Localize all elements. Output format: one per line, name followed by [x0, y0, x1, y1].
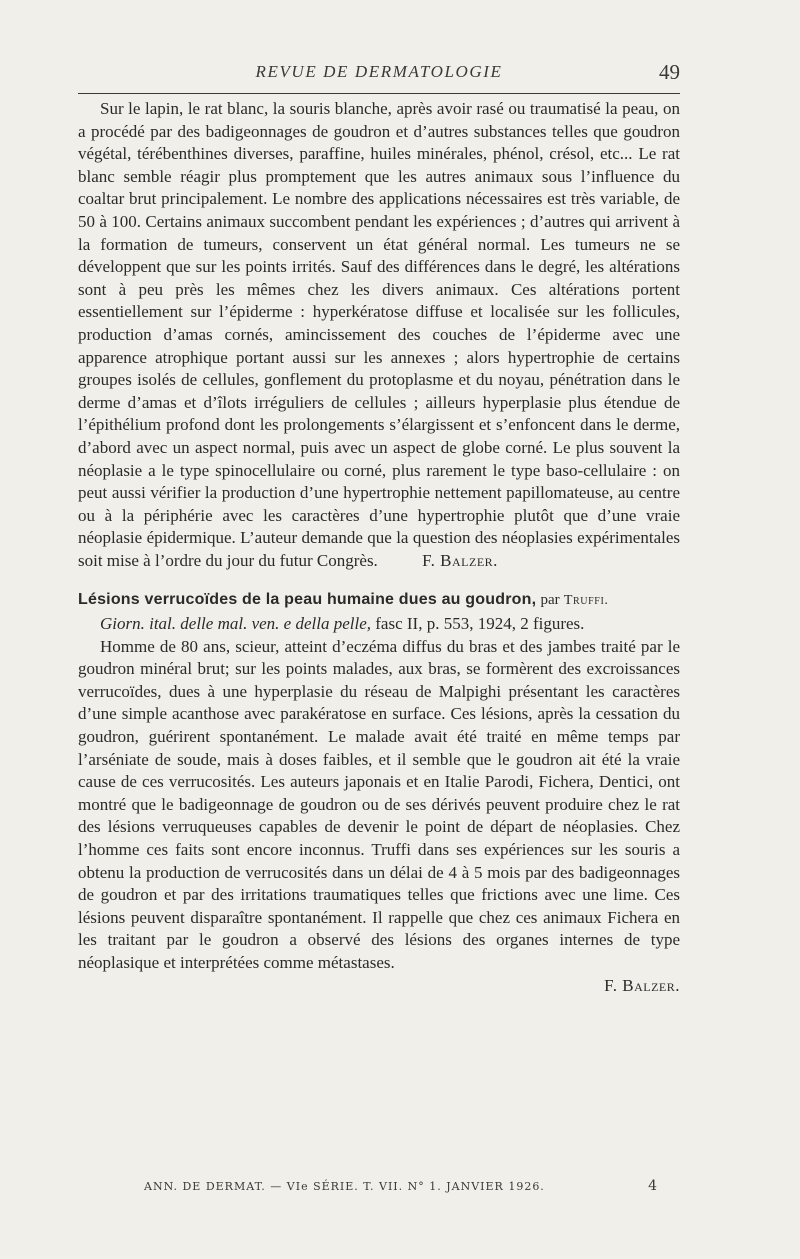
- article-2-heading: [78, 588, 680, 613]
- citation-journal: Giorn. ital. delle mal. ven. e della pelle,: [100, 614, 371, 634]
- article-2-author: Truffi.: [563, 593, 609, 609]
- page-header: [78, 62, 680, 92]
- citation-details: fasc II, p. 553, 1924, 2 figures.: [375, 614, 585, 634]
- running-title: REVUE DE DERMATOLOGIE: [255, 62, 503, 81]
- article-2-title: Lésions verrucoïdes de la peau humaine dues au goudron,: [78, 591, 537, 609]
- article-2-signature: F. Balzer.: [604, 975, 680, 995]
- page-footer: [78, 1180, 680, 1200]
- article-2-author-prefix: par: [540, 592, 560, 609]
- footer-citation: ANN. DE DERMAT. — VIe SÉRIE. T. VII. N° 1. JANVIER 1926.: [144, 1180, 545, 1193]
- header-rule: [78, 93, 680, 94]
- signature-mark: 4: [648, 1178, 658, 1194]
- page-number: 49: [659, 60, 680, 84]
- page-body: [78, 98, 680, 997]
- article-1-text: Sur le lapin, le rat blanc, la souris blanche, après avoir rasé ou traumatisé la peau, on a procédé par des badigeonnages de goudron et d’autres substances telles que goudron végétal, térébenthines diverses, paraffine, huiles minérales, phénol, crésol, etc... Le rat blanc semble réagir plus promptement que les autres animaux sous l’influence du coaltar brut principalement. Le nombre des applications nécessaires est très variable, de 50 à 100. Certains animaux succombent pendant les expériences ; d’autres qui arrivent à la formation de tumeurs, conservent un état général normal. Les tumeurs ne se développent que sur les points irrités. Sauf des différences dans le degré, les altérations sont à peu près les mêmes chez les divers animaux. Ces altérations portent essentiellement sur l’épiderme : hyperkératose diffuse et localisée sur les follicules, production d’amas cornés, amincissement des couches de l’épiderme avec une apparence atrophique portant aussi sur les annexes ; alors hypertrophie de certains groupes isolés de cellules, gonflement du protoplasme et du noyau, pénétration dans le derme d’amas et d’îlots irréguliers de cellules ; ailleurs hyperplasie plus étendue de l’épithélium profond dont les prolongements s’élargissent et s’enfoncent dans le derme, d’abord avec un aspect normal, puis avec un aspect de globe corné. Le plus souvent la néoplasie a le type spinocellulaire ou corné, plus rarement le type baso-cellulaire : on peut aussi vérifier la production d’une hypertrophie nettement papillomateuse, au centre ou à la périphérie avec les caractères d’une hypertrophie plutôt que d’une vraie néoplasie épidermique. L’auteur demande que la question des néoplasies expérimentales soit mise à l’ordre du jour du futur Congrès.: [78, 99, 680, 570]
- article-1-paragraph: [78, 98, 680, 572]
- article-2-text: Homme de 80 ans, scieur, atteint d’eczéma diffus du bras et des jambes traité par le goudron minéral brut; sur les points malades, aux bras, se formèrent des excroissances verrucoïdes, dues à une hyperplasie du réseau de Malpighi présentant les caractères d’une simple acanthose avec parakératose en surface. Ces lésions, après la cessation du goudron, guérirent spontanément. Le malade avait été traité en même temps par l’arséniate de soude, mais à doses faibles, et il semble que le goudron ait été la vraie cause de ces verrucosités. Les auteurs japonais et en Italie Parodi, Fichera, Dentici, ont montré que le badigeonnage de goudron ou de ses dérivés peuvent produire chez le rat des lésions verruqueuses capables de devenir le point de départ de néoplasies. Chez l’homme ces faits sont encore inconnus. Truffi dans ses expériences sur les souris a obtenu la production de verrucosités dans un délai de 4 à 5 mois par des badigeonnages de goudron et par des irritations traumatiques telles que frictions avec une lime. Ces lésions peuvent disparaître spontanément. Il rappelle que chez ces animaux Fichera en les traitant par le goudron a observé des lésions des organes internes de type néoplasique et interprétées comme métastases.: [78, 636, 680, 972]
- article-2-citation: [78, 613, 680, 636]
- article-1-signature: F. Balzer.: [422, 550, 498, 570]
- article-2-paragraph: [78, 636, 680, 998]
